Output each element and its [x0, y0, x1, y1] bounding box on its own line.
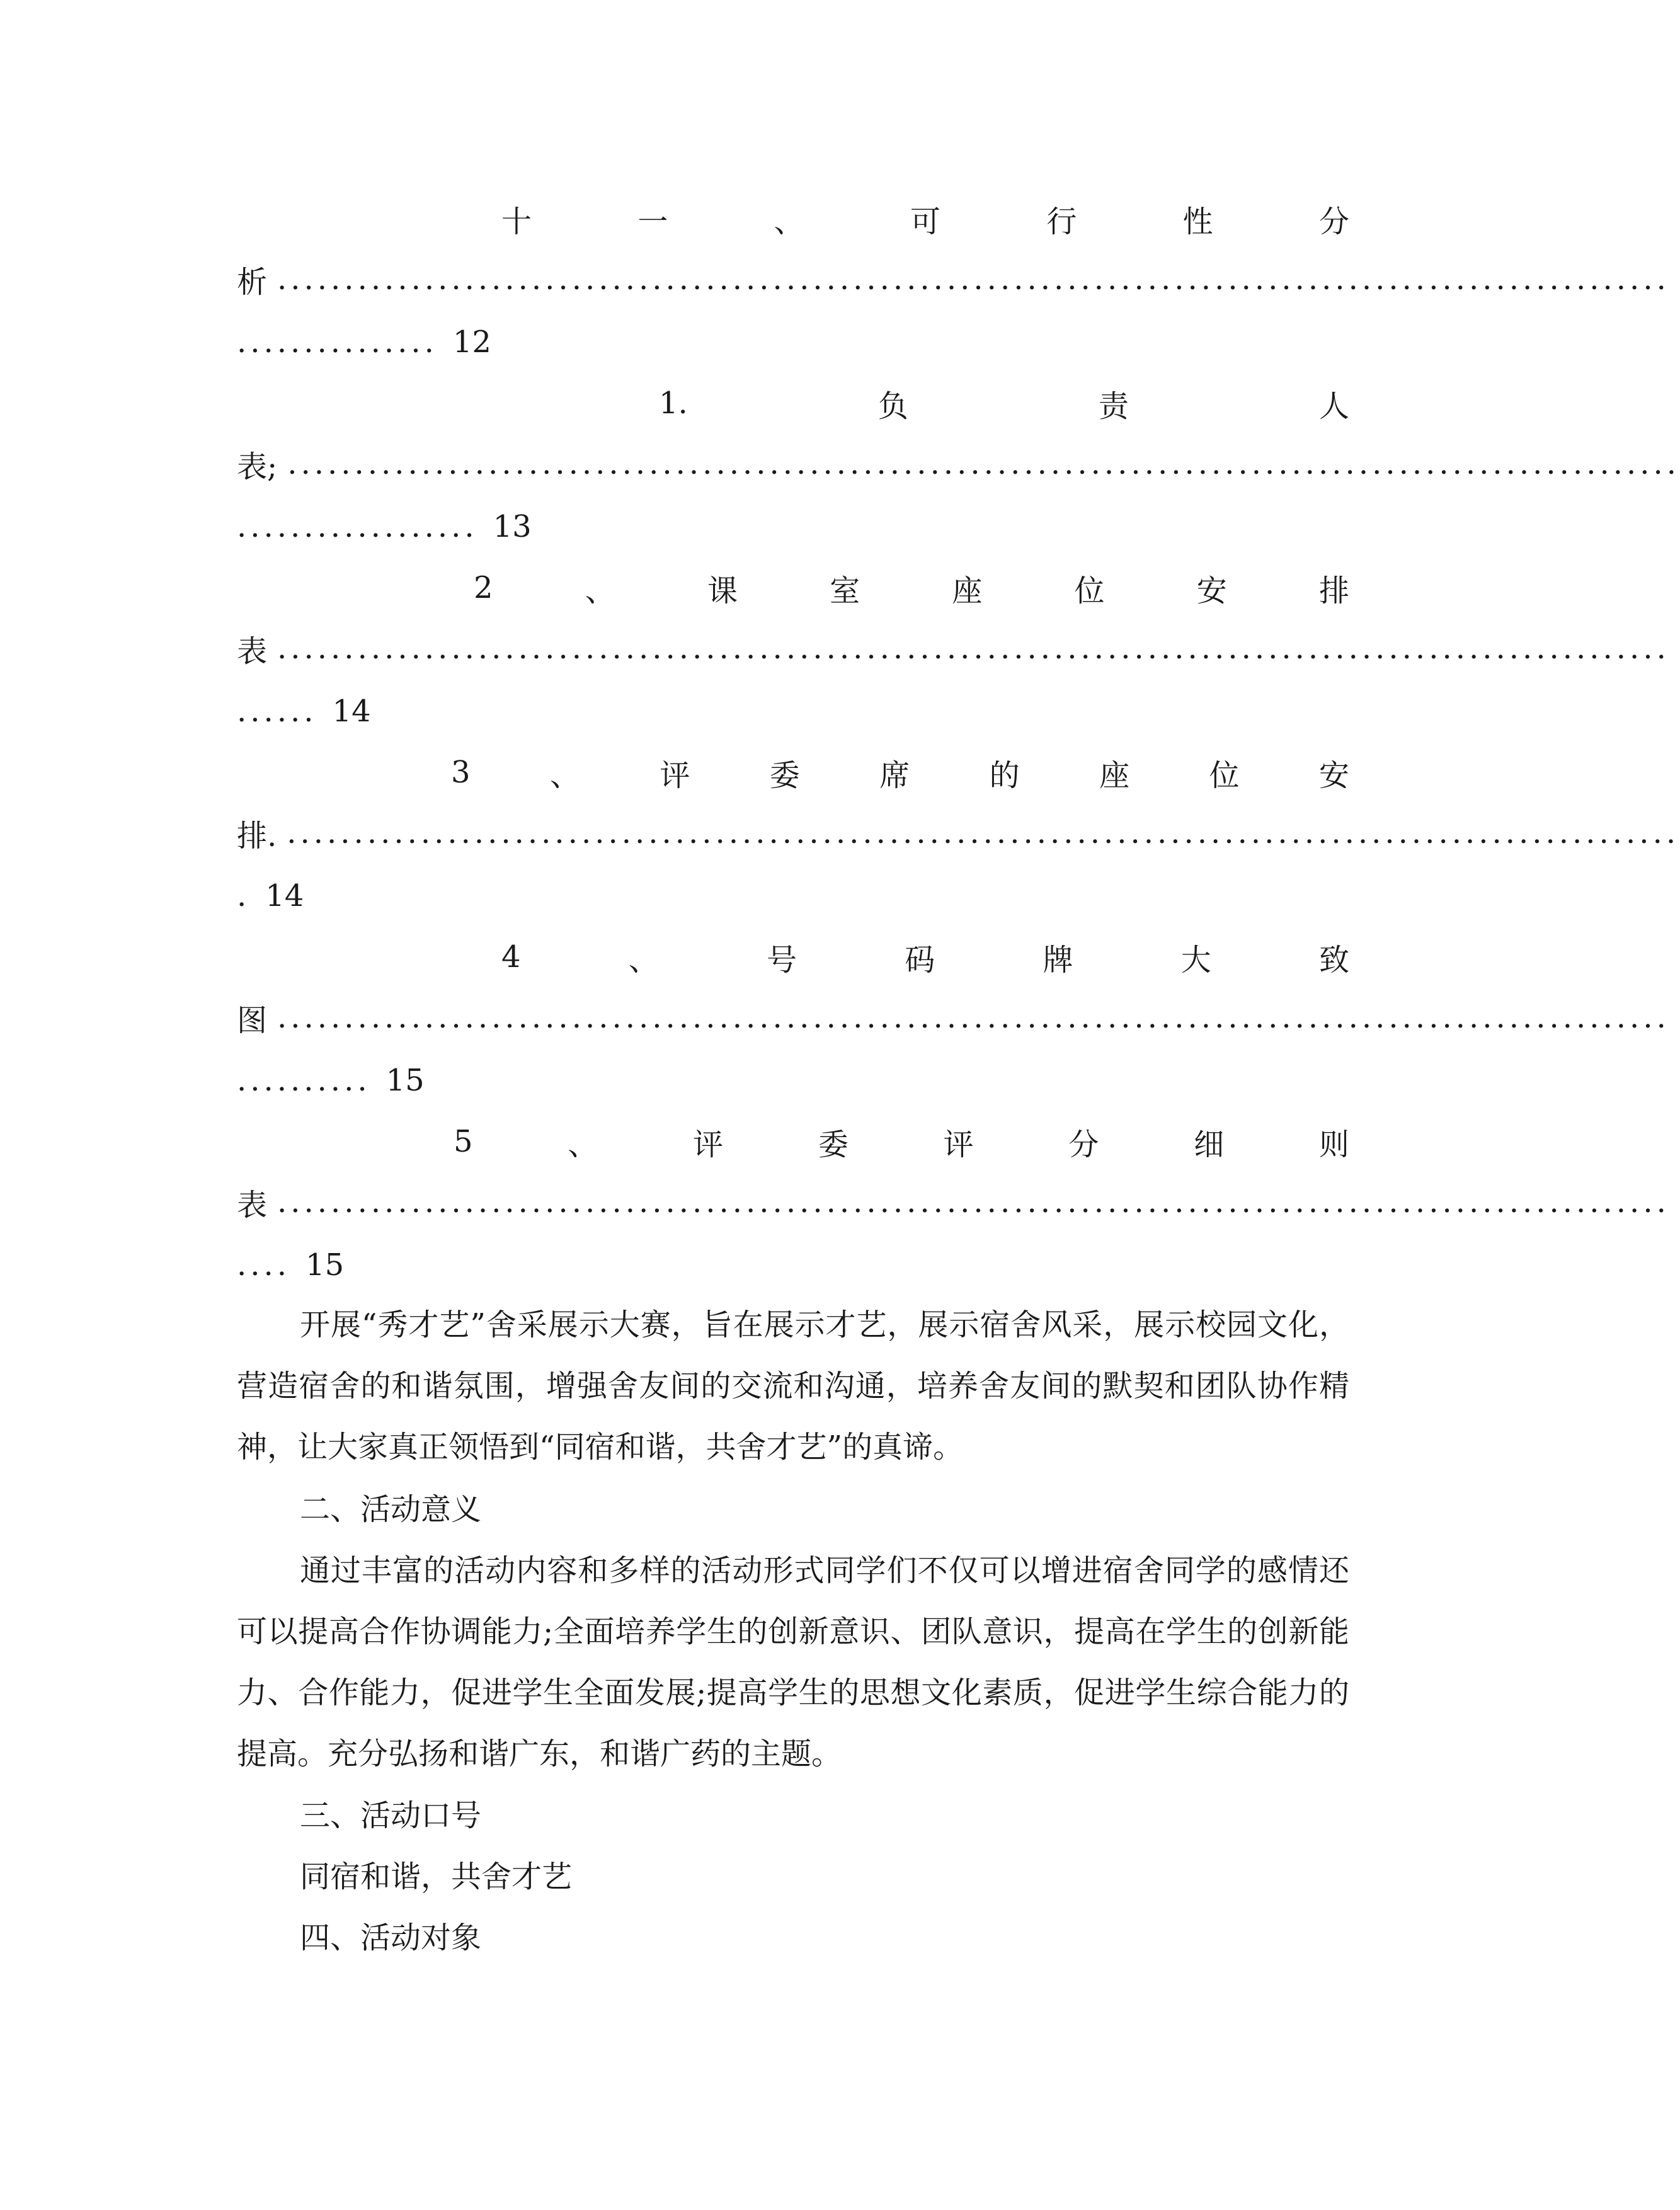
toc-lead-text: 排. [237, 818, 277, 854]
toc-heading-char: 席 [879, 757, 910, 793]
toc-heading-char: 、 [628, 942, 659, 978]
dot-leader: .... [237, 1247, 291, 1283]
toc-heading-char: 、 [774, 203, 804, 239]
toc-heading-char: 排 [1318, 573, 1349, 609]
toc-page-number: 14 [332, 694, 371, 729]
slogan-text: 同宿和谐，共舍才艺 [300, 1859, 573, 1894]
dot-leader: ........................................................................................................ [277, 1184, 1670, 1220]
toc-leader-line [237, 811, 1680, 855]
toc-tail-line [237, 874, 304, 918]
toc-heading [237, 197, 1349, 241]
toc-heading-char: 可 [910, 203, 940, 239]
toc-heading-char: 责 [1098, 388, 1129, 424]
toc-heading-char: 、 [585, 573, 615, 609]
toc-leader-line [237, 626, 1670, 670]
toc-heading [237, 381, 1349, 425]
toc-heading-char: 性 [1182, 203, 1213, 239]
dot-leader: .................. [237, 509, 478, 544]
toc-heading-char: 分 [1318, 203, 1349, 239]
dot-leader: ........................................................................................................ [287, 446, 1680, 481]
toc-heading-char: 码 [905, 942, 935, 978]
toc-heading-char: 分 [1068, 1126, 1099, 1162]
toc-heading-char: 座 [952, 573, 983, 609]
toc-heading-char: 号 [767, 942, 797, 978]
toc-heading-char: 大 [1180, 942, 1211, 978]
toc-tail-line [237, 320, 491, 364]
section-heading-audience: 四、活动对象 [300, 1920, 482, 1955]
toc-heading-char: 一 [637, 203, 668, 239]
significance-paragraph: 通过丰富的活动内容和多样的活动形式同学们不仅可以增进宿舍同学的感情还可以提高合作协调能力;全面培养学生的创新意识、团队意识，提高在学生的创新能力、合作能力，促进学生全面发展;提高学生的思想文化素质，促进学生综合能力的提高。充分弘扬和谐广东，和谐广药的主题。 [237, 1553, 1349, 1772]
toc-lead-text: 图 [237, 1002, 268, 1038]
toc-heading-char: 位 [1209, 757, 1240, 793]
toc-heading-char: 1. [659, 386, 688, 421]
toc-heading-char: 的 [989, 757, 1020, 793]
toc-lead-text: 析 [237, 264, 268, 300]
dot-leader: ........................................................................................................ [287, 815, 1680, 850]
dot-leader: . [237, 878, 251, 913]
toc-heading-char: 4 [501, 939, 521, 975]
dot-leader: ............... [237, 324, 438, 360]
toc-page-number: 13 [493, 509, 532, 544]
toc-leader-line [237, 442, 1680, 486]
toc-heading-char: 十 [501, 203, 532, 239]
toc-heading [237, 750, 1349, 794]
dot-leader: ...... [237, 694, 317, 729]
toc-lead-text: 表; [237, 449, 278, 484]
toc-tail-line [237, 1058, 425, 1102]
toc-heading-char: 室 [830, 573, 860, 609]
dot-leader: .......... [237, 1063, 371, 1098]
toc-heading-char: 3 [451, 755, 471, 790]
toc-heading-char: 座 [1099, 757, 1130, 793]
toc-leader-line [237, 1180, 1670, 1224]
toc-leader-line [237, 995, 1670, 1039]
toc-page-number: 15 [386, 1063, 425, 1098]
toc-heading-char: 课 [707, 573, 738, 609]
toc-heading-char: 安 [1318, 757, 1349, 793]
dot-leader: ........................................................................................................ [277, 631, 1670, 666]
toc-tail-line [237, 1243, 344, 1287]
toc-heading-char: 细 [1194, 1126, 1225, 1162]
toc-heading-char: 人 [1318, 388, 1349, 424]
dot-leader: ........................................................................................................ [277, 1000, 1670, 1035]
toc-heading-char: 安 [1196, 573, 1227, 609]
toc-leader-line [237, 257, 1670, 301]
toc-heading-char: 牌 [1043, 942, 1073, 978]
toc-heading-char: 2 [474, 570, 493, 605]
toc-lead-text: 表 [237, 633, 268, 669]
toc-heading-char: 位 [1074, 573, 1105, 609]
toc-heading-char: 评 [693, 1126, 724, 1162]
toc-heading-char: 委 [769, 757, 800, 793]
toc-tail-line [237, 505, 532, 549]
toc-page-number: 14 [265, 878, 304, 913]
toc-heading-char: 致 [1318, 942, 1349, 978]
section-heading-slogan: 三、活动口号 [300, 1798, 482, 1833]
toc-tail-line [237, 689, 371, 733]
toc-heading-char: 委 [818, 1126, 849, 1162]
toc-heading [237, 935, 1349, 979]
toc-heading-char: 、 [549, 757, 580, 793]
toc-page-number: 12 [452, 324, 491, 360]
dot-leader: ........................................................................................................ [277, 261, 1670, 297]
toc-heading-char: 、 [568, 1126, 598, 1162]
toc-lead-text: 表 [237, 1187, 268, 1223]
section-heading-significance: 二、活动意义 [300, 1492, 482, 1527]
toc-heading-char: 则 [1318, 1126, 1349, 1162]
toc-heading-char: 5 [454, 1124, 473, 1159]
toc-heading [237, 566, 1349, 610]
toc-heading-char: 负 [877, 388, 908, 424]
toc-heading-char: 行 [1046, 203, 1077, 239]
toc-heading [237, 1119, 1349, 1164]
toc-heading-char: 评 [660, 757, 690, 793]
intro-paragraph: 开展“秀才艺”舍采展示大赛，旨在展示才艺，展示宿舍风采，展示校园文化，营造宿舍的和谐氛围，增强舍友间的交流和沟通，培养舍友间的默契和团队协作精神，让大家真正领悟到“同宿和谐，共舍才艺”的真谛。 [237, 1307, 1349, 1465]
toc-heading-char: 评 [943, 1126, 974, 1162]
toc-page-number: 15 [306, 1247, 345, 1283]
